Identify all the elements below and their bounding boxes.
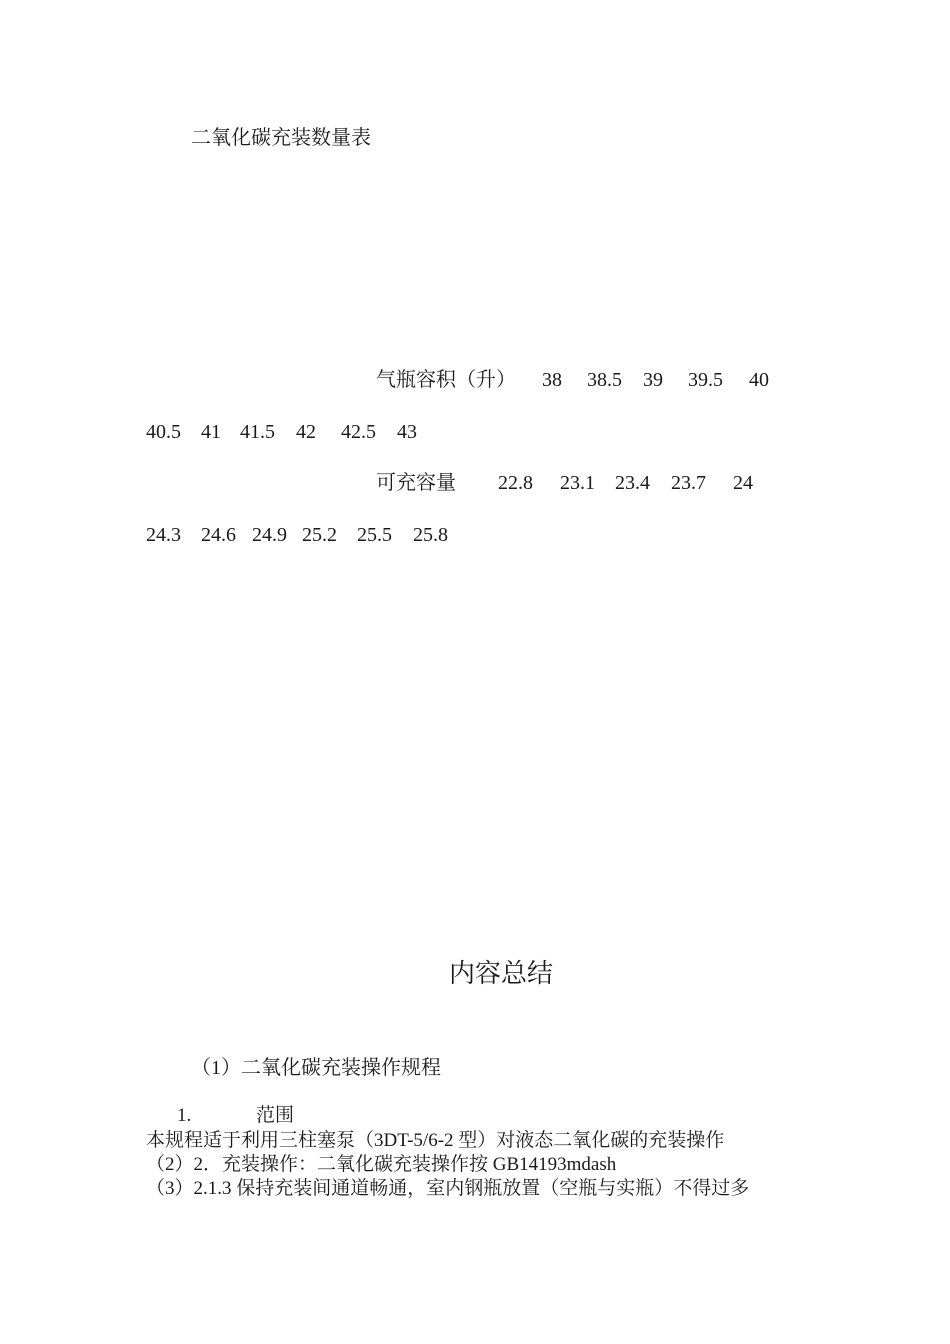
capacity-value: 25.8	[413, 524, 448, 546]
volume-value: 39.5	[688, 369, 723, 391]
summary-item-1: （1）二氧化碳充装操作规程	[191, 1057, 441, 1079]
capacity-value: 24.3	[146, 524, 181, 546]
capacity-value: 24.9	[252, 524, 287, 546]
volume-value: 38	[542, 369, 562, 391]
volume-label: 气瓶容积（升）	[376, 369, 516, 391]
capacity-value: 23.7	[671, 472, 706, 494]
capacity-value: 24	[733, 472, 753, 494]
summary-heading: 内容总结	[449, 959, 554, 988]
capacity-value: 25.5	[357, 524, 392, 546]
volume-value: 42.5	[341, 421, 376, 443]
summary-item-2: （2）2．充装操作：二氧化碳充装操作按 GB14193mdash	[146, 1154, 617, 1175]
volume-value: 40.5	[146, 421, 181, 443]
scope-text: 本规程适于利用三柱塞泵（3DT-5/6-2 型）对液态二氧化碳的充装操作	[146, 1130, 725, 1151]
volume-value: 41.5	[240, 421, 275, 443]
volume-value: 41	[201, 421, 221, 443]
capacity-row-line1	[0, 471, 950, 495]
capacity-value: 24.6	[201, 524, 236, 546]
volume-value: 38.5	[587, 369, 622, 391]
volume-value: 40	[749, 369, 769, 391]
volume-value: 42	[296, 421, 316, 443]
capacity-label: 可充容量	[376, 472, 456, 494]
table-title: 二氧化碳充装数量表	[191, 127, 371, 149]
volume-row-line1	[0, 368, 950, 392]
section-title: 范围	[256, 1105, 295, 1126]
capacity-row-line2	[0, 523, 950, 547]
capacity-value: 23.4	[615, 472, 650, 494]
volume-value: 43	[397, 421, 417, 443]
capacity-value: 22.8	[498, 472, 533, 494]
capacity-value: 25.2	[302, 524, 337, 546]
capacity-value: 23.1	[560, 472, 595, 494]
volume-row-line2	[0, 420, 950, 444]
summary-item-3: （3）2.1.3 保持充装间通道畅通，室内钢瓶放置（空瓶与实瓶）不得过多	[146, 1178, 750, 1199]
volume-value: 39	[643, 369, 663, 391]
section-number: 1.	[177, 1105, 192, 1126]
